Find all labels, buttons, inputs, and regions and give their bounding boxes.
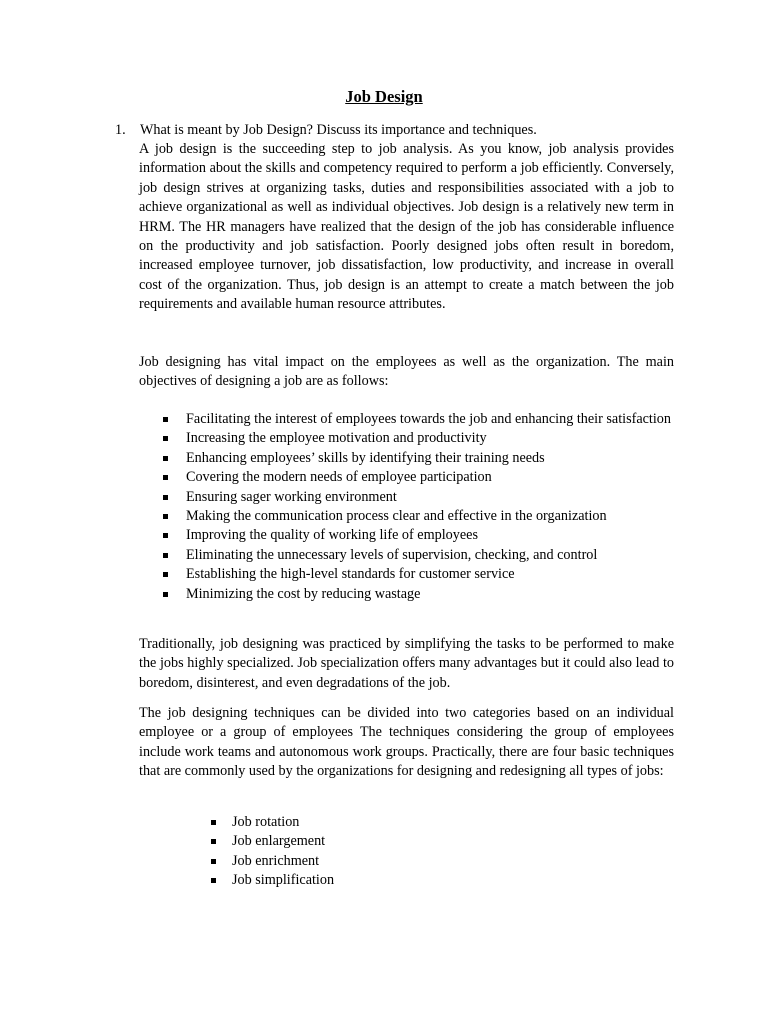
list-item: [160, 468, 675, 487]
paragraph-techniques-lead: The job designing techniques can be divided into two categories based on an individual employee or a group of employees The techniques considering the group of employees include work teams and autonomous work groups. Practically, there are four basic techniques that are commonly used by the organizations for designing and redesigning all types of jobs:: [139, 705, 674, 780]
list-item-text: Improving the quality of working life of employees: [186, 527, 478, 544]
paragraph-intro: A job design is the succeeding step to job analysis. As you know, job analysis provides information about the skills and competency required to perform a job efficiently. Conversely, job design strives at organizing tasks, duties and responsibilities associated with a job to achieve organizational as well as individual objectives. Job design is a relatively new term in HRM. The HR managers have realized that the design of the job has considerable influence on the productivity and job satisfaction. Poorly designed jobs often result in boredom, increased employee turnover, job dissatisfaction, low productivity, and increase in overall cost of the organization. Thus, job design is an attempt to create a match between the job requirements and available human resource attributes.: [139, 141, 674, 313]
list-item-text: Enhancing employees’ skills by identifying their training needs: [186, 449, 545, 466]
bullet-square-icon: [211, 820, 216, 825]
bullet-square-icon: [211, 859, 216, 864]
list-item: [160, 526, 675, 545]
list-item: [160, 449, 675, 468]
bullet-square-icon: [163, 514, 168, 519]
bullet-square-icon: [211, 839, 216, 844]
list-item: [160, 488, 675, 507]
list-item-text: Increasing the employee motivation and productivity: [186, 430, 487, 447]
bullet-square-icon: [163, 475, 168, 480]
list-item: [160, 507, 675, 526]
page-title: Job Design: [345, 87, 423, 106]
bullet-square-icon: [163, 533, 168, 538]
bullet-square-icon: [211, 878, 216, 883]
list-item: [206, 852, 506, 871]
list-item: [206, 871, 506, 890]
list-item: [206, 813, 506, 832]
techniques-list: [206, 813, 506, 891]
bullet-square-icon: [163, 572, 168, 577]
list-item: [160, 429, 675, 448]
list-item: [160, 546, 675, 565]
list-item-text: Job simplification: [232, 872, 335, 889]
list-item-text: Job enrichment: [232, 852, 320, 869]
list-item-text: Minimizing the cost by reducing wastage: [186, 585, 421, 602]
bullet-square-icon: [163, 592, 168, 597]
list-item-text: Facilitating the interest of employees towards the job and enhancing their satisfaction: [186, 411, 671, 427]
list-item-text: Establishing the high-level standards for customer service: [186, 566, 515, 583]
list-item-text: Covering the modern needs of employee participation: [186, 469, 492, 486]
paragraph-objectives-lead: Job designing has vital impact on the employees as well as the organization. The main objectives of designing a job are as follows:: [139, 354, 674, 390]
list-item-text: Ensuring sager working environment: [186, 488, 397, 505]
bullet-square-icon: [163, 436, 168, 441]
list-item-text: Making the communication process clear and effective in the organization: [186, 508, 607, 525]
list-item: [206, 832, 506, 851]
list-item: [160, 565, 675, 584]
list-item-text: Eliminating the unnecessary levels of supervision, checking, and control: [186, 546, 598, 563]
list-item: [160, 410, 675, 429]
objectives-list: [160, 410, 675, 604]
question-number: 1.: [115, 122, 126, 138]
paragraph-traditional: Traditionally, job designing was practiced by simplifying the tasks to be performed to make the jobs highly specialized. Job specialization offers many advantages but it could also lead to boredom, disinterest, and even degradations of the job.: [139, 636, 674, 691]
list-item: [160, 585, 675, 604]
bullet-square-icon: [163, 553, 168, 558]
question-text: What is meant by Job Design? Discuss its importance and techniques.: [140, 122, 537, 138]
list-item-text: Job enlargement: [232, 833, 326, 850]
bullet-square-icon: [163, 495, 168, 500]
bullet-square-icon: [163, 417, 168, 422]
bullet-square-icon: [163, 456, 168, 461]
list-item-text: Job rotation: [232, 814, 300, 830]
